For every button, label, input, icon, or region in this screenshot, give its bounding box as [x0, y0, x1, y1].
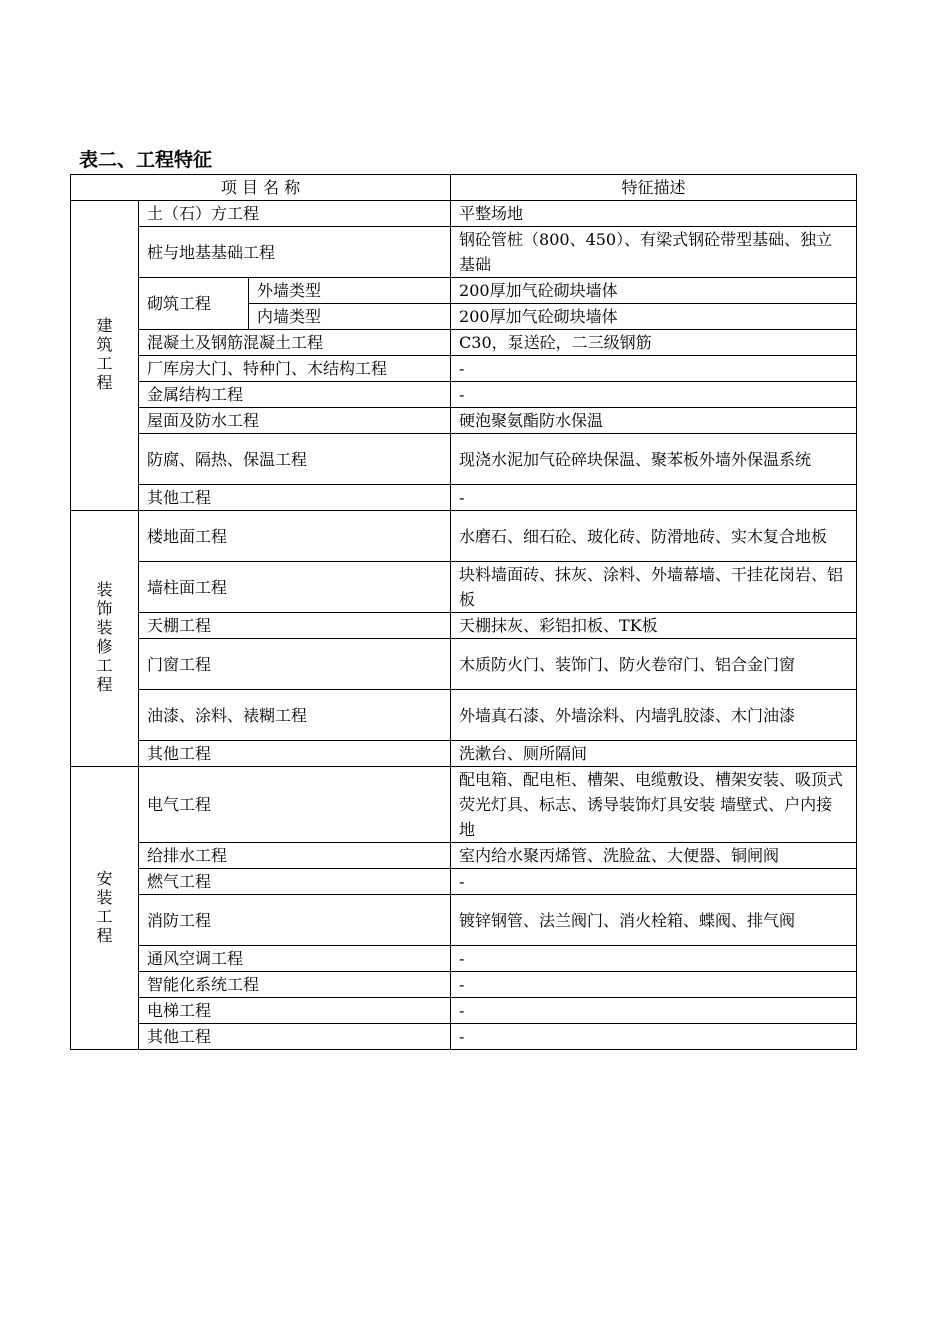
table-row — [71, 511, 857, 562]
item-desc-cell: 平整场地 — [451, 201, 857, 227]
item-name-cell: 桩与地基基础工程 — [139, 227, 451, 278]
item-name-cell: 楼地面工程 — [139, 511, 451, 562]
header-row — [71, 175, 857, 201]
table-row — [71, 356, 857, 382]
table-row — [71, 639, 857, 690]
item-desc-cell: C30，泵送砼，二三级钢筋 — [451, 330, 857, 356]
table-row — [71, 408, 857, 434]
item-desc-cell: 木质防火门、装饰门、防火卷帘门、铝合金门窗 — [451, 639, 857, 690]
category-cell — [71, 511, 139, 767]
table-row — [71, 562, 857, 613]
item-name-cell: 通风空调工程 — [139, 946, 451, 972]
category-label: 安装工程 — [96, 868, 113, 945]
item-desc-cell: - — [451, 382, 857, 408]
table-row — [71, 767, 857, 843]
item-name-cell: 墙柱面工程 — [139, 562, 451, 613]
item-desc-cell: - — [451, 972, 857, 998]
item-name-cell: 油漆、涂料、裱糊工程 — [139, 690, 451, 741]
item-name-cell: 其他工程 — [139, 485, 451, 511]
item-desc-cell: - — [451, 485, 857, 511]
item-name-cell: 混凝土及钢筋混凝土工程 — [139, 330, 451, 356]
item-name-cell: 消防工程 — [139, 895, 451, 946]
item-desc-cell: 钢砼管桩（800、450）、有梁式钢砼带型基础、独立基础 — [451, 227, 857, 278]
table-row — [71, 972, 857, 998]
table-row — [71, 741, 857, 767]
item-desc-cell: 块料墙面砖、抹灰、涂料、外墙幕墙、干挂花岗岩、铝板 — [451, 562, 857, 613]
item-desc-cell: - — [451, 869, 857, 895]
table-row — [71, 485, 857, 511]
item-desc-cell: - — [451, 1024, 857, 1050]
engineering-features-table — [70, 174, 857, 1050]
item-name-cell: 电气工程 — [139, 767, 451, 843]
header-item-cell: 项 目 名 称 — [71, 175, 451, 201]
table-row — [71, 869, 857, 895]
item-desc-cell: 配电箱、配电柜、槽架、电缆敷设、槽架安装、吸顶式荧光灯具、标志、诱导装饰灯具安装 墙壁式、户内接地 — [451, 767, 857, 843]
item-name-cell: 燃气工程 — [139, 869, 451, 895]
item-name-cell: 其他工程 — [139, 1024, 451, 1050]
table-row — [71, 382, 857, 408]
item-name-cell: 天棚工程 — [139, 613, 451, 639]
item-name-cell: 砌筑工程 — [139, 278, 249, 330]
item-desc-cell: 镀锌钢管、法兰阀门、消火栓箱、蝶阀、排气阀 — [451, 895, 857, 946]
table-row — [71, 227, 857, 278]
category-cell — [71, 201, 139, 511]
header-desc-cell: 特征描述 — [451, 175, 857, 201]
item-desc-cell: 天棚抹灰、彩铝扣板、TK板 — [451, 613, 857, 639]
item-desc-cell: 现浇水泥加气砼碎块保温、聚苯板外墙外保温系统 — [451, 434, 857, 485]
item-name-cell: 门窗工程 — [139, 639, 451, 690]
item-desc-cell: 水磨石、细石砼、玻化砖、防滑地砖、实木复合地板 — [451, 511, 857, 562]
item-name-cell: 厂库房大门、特种门、木结构工程 — [139, 356, 451, 382]
table-row — [71, 690, 857, 741]
item-name-cell: 屋面及防水工程 — [139, 408, 451, 434]
item-desc-cell: - — [451, 356, 857, 382]
item-desc-cell: 200厚加气砼砌块墙体 — [451, 278, 857, 304]
table-row — [71, 998, 857, 1024]
item-desc-cell: 硬泡聚氨酯防水保温 — [451, 408, 857, 434]
table-row — [71, 1024, 857, 1050]
table-row — [71, 278, 857, 304]
table-row — [71, 330, 857, 356]
item-sub-cell: 内墙类型 — [249, 304, 451, 330]
table-row — [71, 434, 857, 485]
category-label: 建筑工程 — [96, 316, 113, 392]
item-name-cell: 给排水工程 — [139, 843, 451, 869]
item-sub-cell: 外墙类型 — [249, 278, 451, 304]
item-name-cell: 土（石）方工程 — [139, 201, 451, 227]
item-desc-cell: 200厚加气砼砌块墙体 — [451, 304, 857, 330]
table-row — [71, 843, 857, 869]
item-desc-cell: 洗漱台、厕所隔间 — [451, 741, 857, 767]
item-desc-cell: 外墙真石漆、外墙涂料、内墙乳胶漆、木门油漆 — [451, 690, 857, 741]
table-row — [71, 895, 857, 946]
table-title: 表二、工程特征 — [79, 149, 213, 171]
table-row — [71, 613, 857, 639]
item-name-cell: 金属结构工程 — [139, 382, 451, 408]
category-cell — [71, 767, 139, 1050]
item-name-cell: 其他工程 — [139, 741, 451, 767]
table-row — [71, 201, 857, 227]
item-desc-cell: - — [451, 998, 857, 1024]
item-name-cell: 电梯工程 — [139, 998, 451, 1024]
category-label: 装饰装修工程 — [96, 580, 113, 694]
item-desc-cell: 室内给水聚丙烯管、洗脸盆、大便器、铜闸阀 — [451, 843, 857, 869]
item-name-cell: 防腐、隔热、保温工程 — [139, 434, 451, 485]
item-name-cell: 智能化系统工程 — [139, 972, 451, 998]
item-desc-cell: - — [451, 946, 857, 972]
table-row — [71, 946, 857, 972]
